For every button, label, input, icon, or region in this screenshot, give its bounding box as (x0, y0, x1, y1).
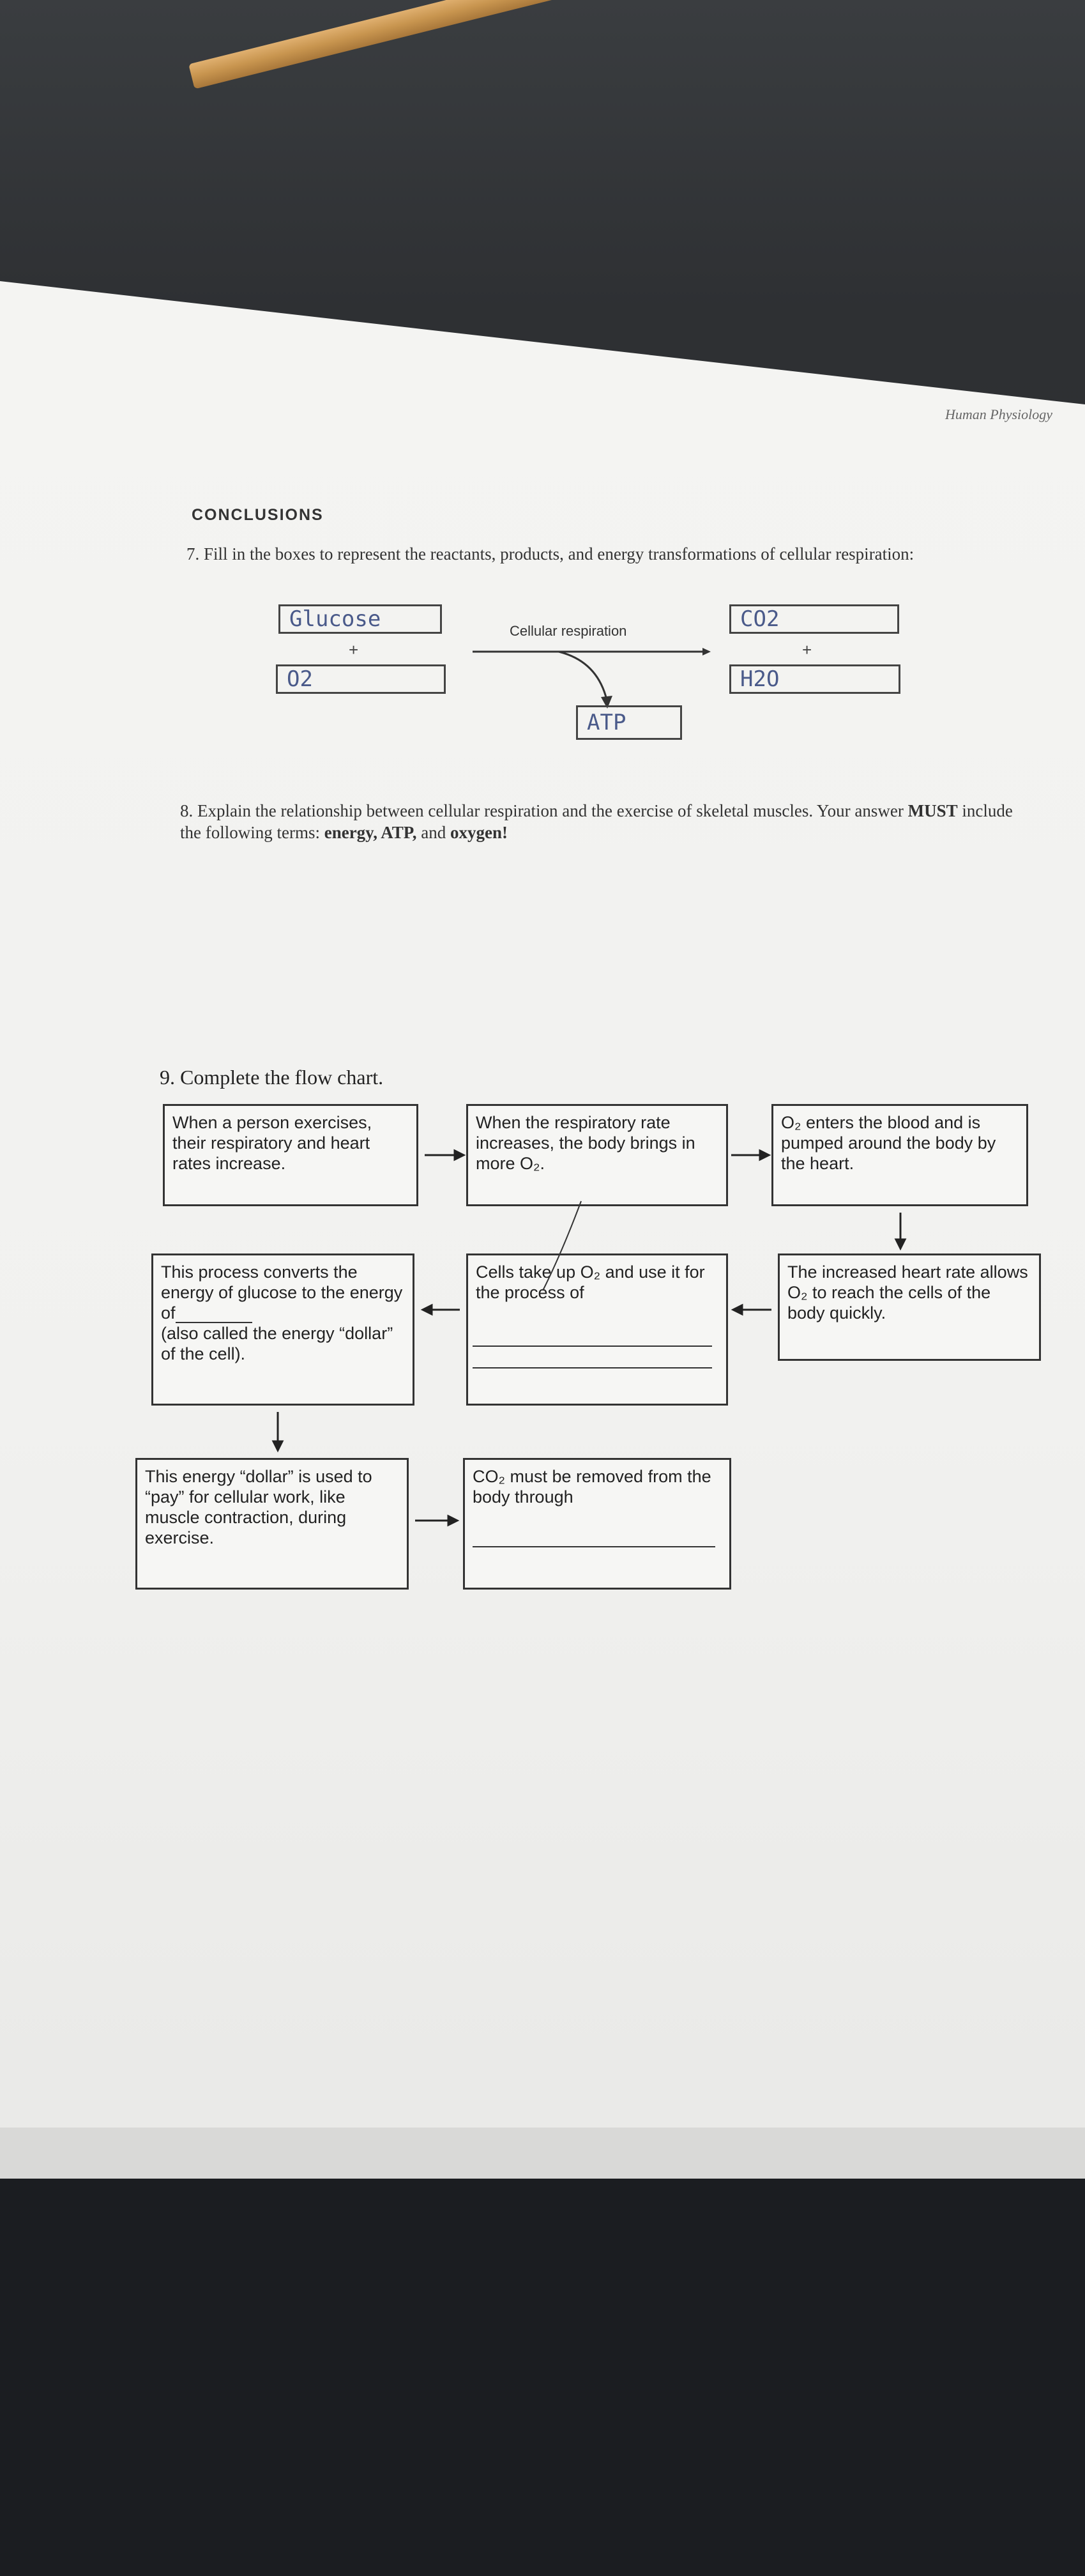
question-8-text-a: Explain the relationship between cellular respiration and the exercise of skeletal muscles. Your answer (197, 801, 908, 820)
flow-box-energy-text-a: This process converts the energy of glucose to the energy of (161, 1262, 403, 1322)
cellular-respiration-label: Cellular respiration (510, 623, 627, 639)
flow-box-heart-rate: The increased heart rate allows O₂ to reach the cells of the body quickly. (778, 1254, 1041, 1361)
flow-box-energy-dollar: This energy “dollar” is used to “pay” for cellular work, like muscle contraction, during exercise. (135, 1458, 409, 1590)
question-7-number: 7. (186, 544, 200, 564)
question-9-text: Complete the flow chart. (180, 1066, 384, 1089)
flow-box-co2-text: CO₂ must be removed from the body through (473, 1467, 711, 1506)
reactant-1-answer: Glucose (289, 606, 381, 632)
question-8-number: 8. (180, 801, 193, 820)
flow-box-cells-text: Cells take up O₂ and use it for the process of (476, 1262, 705, 1302)
product-1-answer: CO2 (740, 606, 780, 632)
arrow-b2-b3 (760, 1151, 769, 1160)
dark-surface (0, 2179, 1085, 2576)
flow-box-exercise: When a person exercises, their respiratory and heart rates increase. (163, 1104, 418, 1206)
question-8-text-c: and (416, 823, 450, 842)
arrow-b4-b5 (733, 1305, 742, 1314)
book-title: Human Physiology (945, 406, 1053, 422)
arrow-b3-b4 (896, 1239, 905, 1248)
flow-box-energy-text-b: (also called the energy “dollar” of the cell). (161, 1324, 393, 1363)
arrow-b5-b6 (423, 1305, 432, 1314)
question-8-text-b: include the following terms: (180, 801, 1013, 842)
arrow-b1-b2 (455, 1151, 464, 1160)
flow-box-respiratory-rate: When the respiratory rate increases, the body brings in more O₂. (466, 1104, 728, 1206)
arrow-b6-b7 (273, 1441, 282, 1450)
question-7-text: Fill in the boxes to represent the reactants, products, and energy transformations of cellular respiration: (204, 544, 914, 564)
product-plus: + (802, 640, 812, 659)
reactant-2-answer: O2 (287, 666, 313, 692)
flow-box-oxygen-blood: O₂ enters the blood and is pumped around the body by the heart. (771, 1104, 1028, 1206)
pen-mark (543, 1201, 581, 1291)
question-8-term-oxygen: oxygen (450, 823, 502, 842)
arrow-b7-b8 (448, 1516, 457, 1525)
question-8-exclaim: ! (501, 823, 508, 842)
conclusions-heading: CONCLUSIONS (192, 506, 324, 524)
paper-stack-edge (0, 2128, 1085, 2179)
question-9-number: 9. (160, 1066, 175, 1089)
reactant-plus: + (349, 640, 359, 659)
question-8-must: MUST (907, 801, 958, 820)
energy-answer: ATP (587, 710, 626, 735)
product-2-answer: H2O (740, 666, 780, 692)
question-8-terms: energy, ATP, (324, 823, 417, 842)
